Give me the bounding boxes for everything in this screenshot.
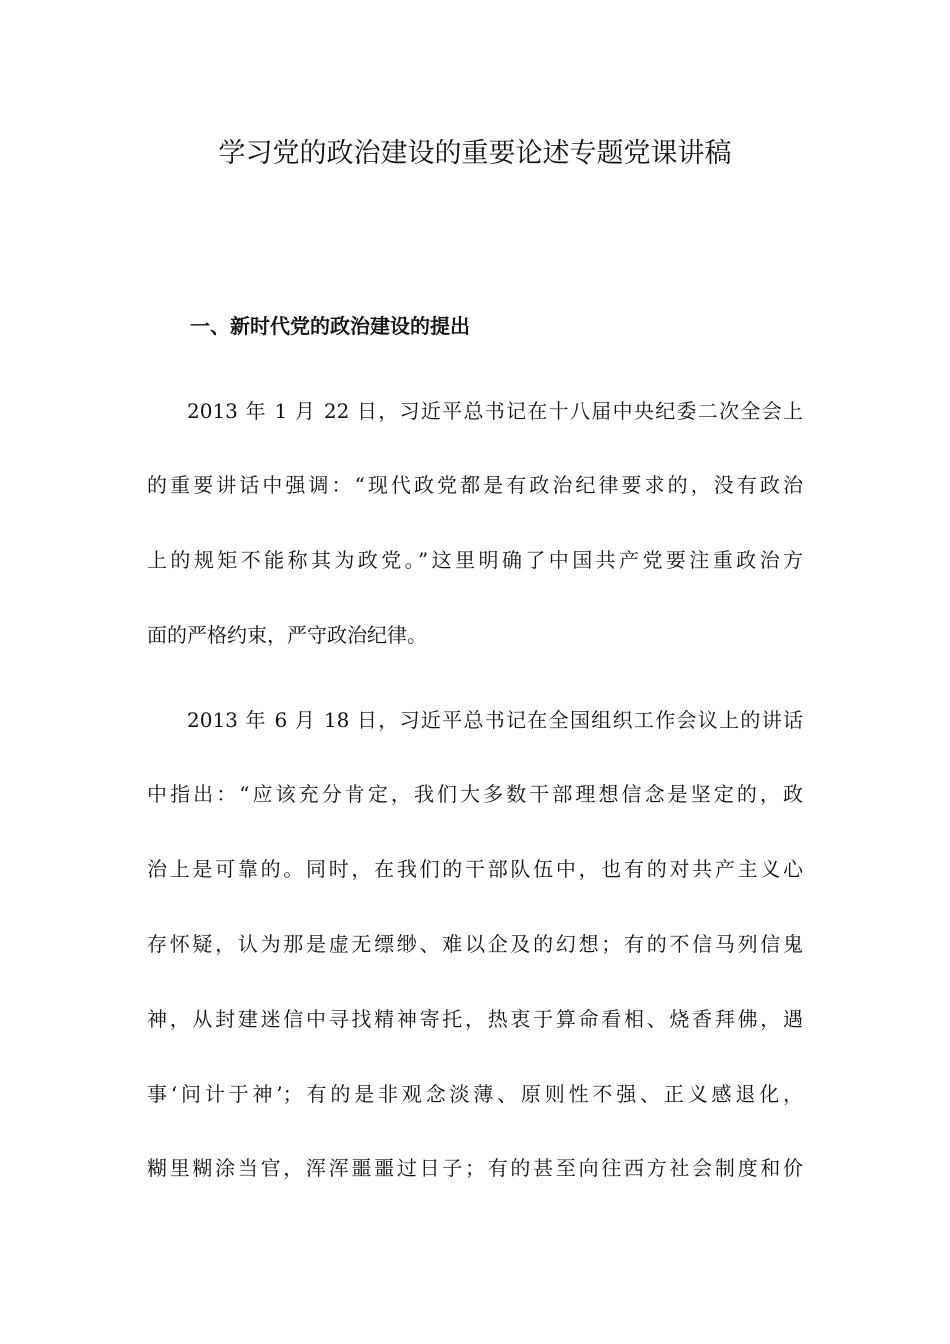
paragraph-line: 中指出：“应该充分肯定，我们大多数干部理想信念是坚定的，政 bbox=[147, 782, 803, 806]
paragraph-line: 事‘问计于神’；有的是非观念淡薄、原则性不强、正义感退化， bbox=[147, 1082, 803, 1106]
paragraph-line: 2013 年 1 月 22 日，习近平总书记在十八届中央纪委二次全会上 bbox=[187, 399, 803, 423]
paragraph-line: 面的严格约束，严守政治纪律。 bbox=[147, 623, 427, 647]
paragraph-line: 治上是可靠的。同时，在我们的干部队伍中，也有的对共产主义心 bbox=[147, 857, 803, 881]
paragraph-line: 神，从封建迷信中寻找精神寄托，热衷于算命看相、烧香拜佛，遇 bbox=[147, 1007, 803, 1031]
paragraph-line: 糊里糊涂当官，浑浑噩噩过日子；有的甚至向往西方社会制度和价 bbox=[147, 1156, 803, 1180]
paragraph-line: 存怀疑，认为那是虚无缥缈、难以企及的幻想；有的不信马列信鬼 bbox=[147, 932, 803, 956]
document-title: 学习党的政治建设的重要论述专题党课讲稿 bbox=[218, 138, 732, 169]
paragraph-line: 上的规矩不能称其为政党。”这里明确了中国共产党要注重政治方 bbox=[147, 548, 803, 572]
section-heading: 一、新时代党的政治建设的提出 bbox=[190, 314, 470, 338]
paragraph-line: 的重要讲话中强调：“现代政党都是有政治纪律要求的，没有政治 bbox=[147, 473, 803, 497]
paragraph-line: 2013 年 6 月 18 日，习近平总书记在全国组织工作会议上的讲话 bbox=[187, 708, 803, 732]
